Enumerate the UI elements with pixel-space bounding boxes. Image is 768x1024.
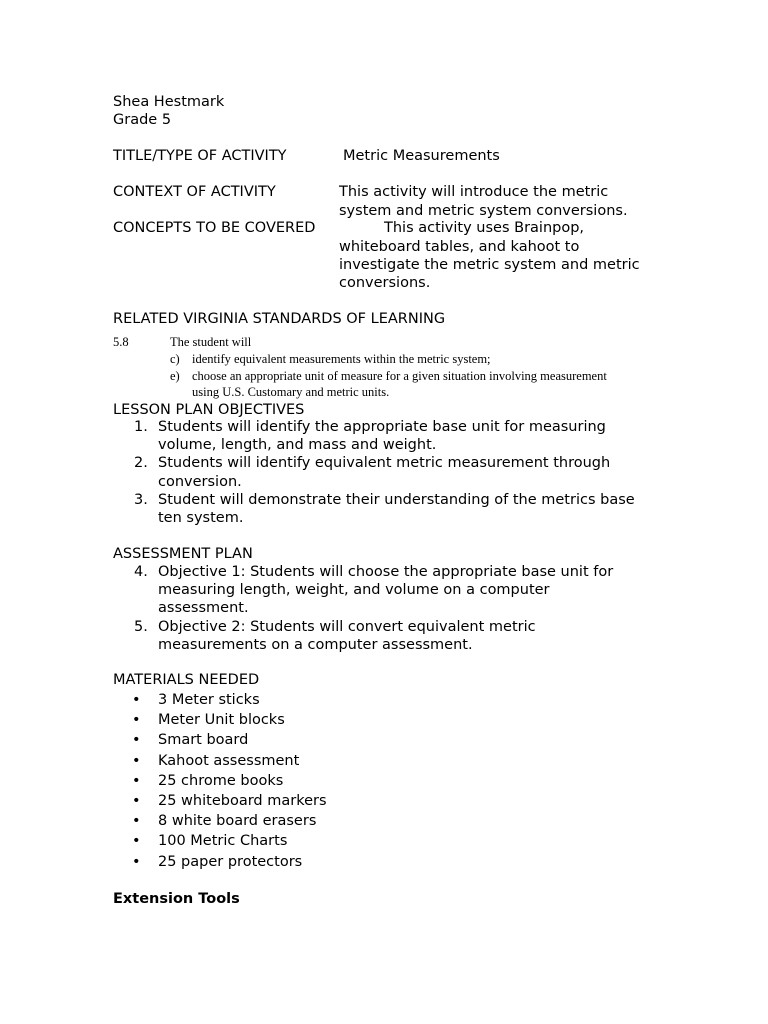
list-number: 3.: [134, 491, 148, 508]
list-item-text: Kahoot assessment: [158, 752, 300, 769]
list-item: [113, 454, 673, 490]
standard-intro: The student will: [170, 335, 252, 349]
list-item-text: Objective 1: Students will choose the appropriate base unit for: [158, 564, 614, 580]
bullet-icon: •: [132, 752, 141, 769]
list-item-text: measuring length, weight, and volume on a computer: [158, 582, 550, 599]
list-item-text: Smart board: [158, 732, 249, 749]
list-item-text: Students will identify equivalent metric measurement through: [158, 455, 611, 472]
standards-heading: RELATED VIRGINIA STANDARDS OF LEARNING: [113, 311, 446, 327]
context-line-1: This activity will introduce the metric: [339, 184, 609, 200]
list-item-text: assessment.: [158, 600, 249, 617]
list-item: [113, 690, 513, 710]
materials-list: [113, 690, 513, 872]
list-number: 4.: [134, 564, 148, 580]
list-item-text: 25 paper protectors: [158, 853, 303, 870]
list-number: 1.: [134, 419, 148, 435]
list-item-text: 8 white board erasers: [158, 813, 317, 830]
standard-item-text: identify equivalent measurements within the metric system;: [192, 352, 491, 366]
standard-item-letter: c): [170, 352, 180, 366]
context-label: CONTEXT OF ACTIVITY: [113, 184, 276, 200]
list-item-text: Student will demonstrate their understanding of the metrics base: [158, 491, 635, 508]
list-number: 2.: [134, 455, 148, 472]
list-number: 5.: [134, 618, 148, 635]
concepts-line-4: conversions.: [339, 275, 431, 291]
list-item-text: 100 Metric Charts: [158, 833, 288, 850]
list-item: [113, 710, 513, 730]
context-line-2: system and metric system conversions.: [339, 203, 628, 219]
concepts-line-1: This activity uses Brainpop,: [384, 220, 585, 236]
title-label: TITLE/TYPE OF ACTIVITY: [113, 148, 287, 164]
assessment-heading: ASSESSMENT PLAN: [113, 546, 253, 562]
standard-item-text: choose an appropriate unit of measure for a given situation involving measurement: [192, 369, 607, 383]
list-item: [113, 563, 673, 618]
list-item-text: ten system.: [158, 510, 244, 527]
list-item: [113, 852, 513, 872]
objectives-heading: LESSON PLAN OBJECTIVES: [113, 402, 305, 418]
standard-code: 5.8: [113, 335, 129, 349]
bullet-icon: •: [132, 692, 141, 708]
standard-item-letter: e): [170, 369, 180, 383]
list-item: [113, 491, 673, 527]
bullet-icon: •: [132, 833, 141, 850]
bullet-icon: •: [132, 772, 141, 789]
list-item-text: 25 chrome books: [158, 772, 284, 789]
list-item: [113, 811, 513, 831]
concepts-line-3: investigate the metric system and metric: [339, 257, 640, 273]
title-value: Metric Measurements: [343, 148, 500, 164]
materials-heading: MATERIALS NEEDED: [113, 672, 260, 688]
list-item: [113, 771, 513, 791]
list-item-text: 25 whiteboard markers: [158, 793, 327, 810]
list-item-text: Students will identify the appropriate base unit for measuring: [158, 419, 606, 435]
list-item: [113, 618, 673, 654]
bullet-icon: •: [132, 793, 141, 810]
list-item: [113, 831, 513, 851]
list-item-text: Meter Unit blocks: [158, 712, 285, 729]
bullet-icon: •: [132, 853, 141, 870]
bullet-icon: •: [132, 732, 141, 749]
list-item: [113, 751, 513, 771]
author-name: Shea Hestmark: [113, 94, 225, 110]
list-item: [113, 418, 673, 454]
assessment-list: [113, 563, 673, 654]
list-item: [113, 791, 513, 811]
list-item-text: conversion.: [158, 473, 242, 490]
list-item-text: Objective 2: Students will convert equivalent metric: [158, 618, 536, 635]
extension-heading: Extension Tools: [113, 891, 240, 907]
concepts-label: CONCEPTS TO BE COVERED: [113, 220, 316, 236]
standard-item-text: using U.S. Customary and metric units.: [192, 385, 390, 399]
bullet-icon: •: [132, 813, 141, 830]
list-item-text: 3 Meter sticks: [158, 692, 260, 708]
grade-level: Grade 5: [113, 112, 172, 128]
objectives-list: [113, 418, 673, 527]
list-item-text: measurements on a computer assessment.: [158, 636, 473, 653]
concepts-line-2: whiteboard tables, and kahoot to: [339, 239, 580, 255]
list-item-text: volume, length, and mass and weight.: [158, 437, 437, 454]
bullet-icon: •: [132, 712, 141, 729]
list-item: [113, 730, 513, 750]
